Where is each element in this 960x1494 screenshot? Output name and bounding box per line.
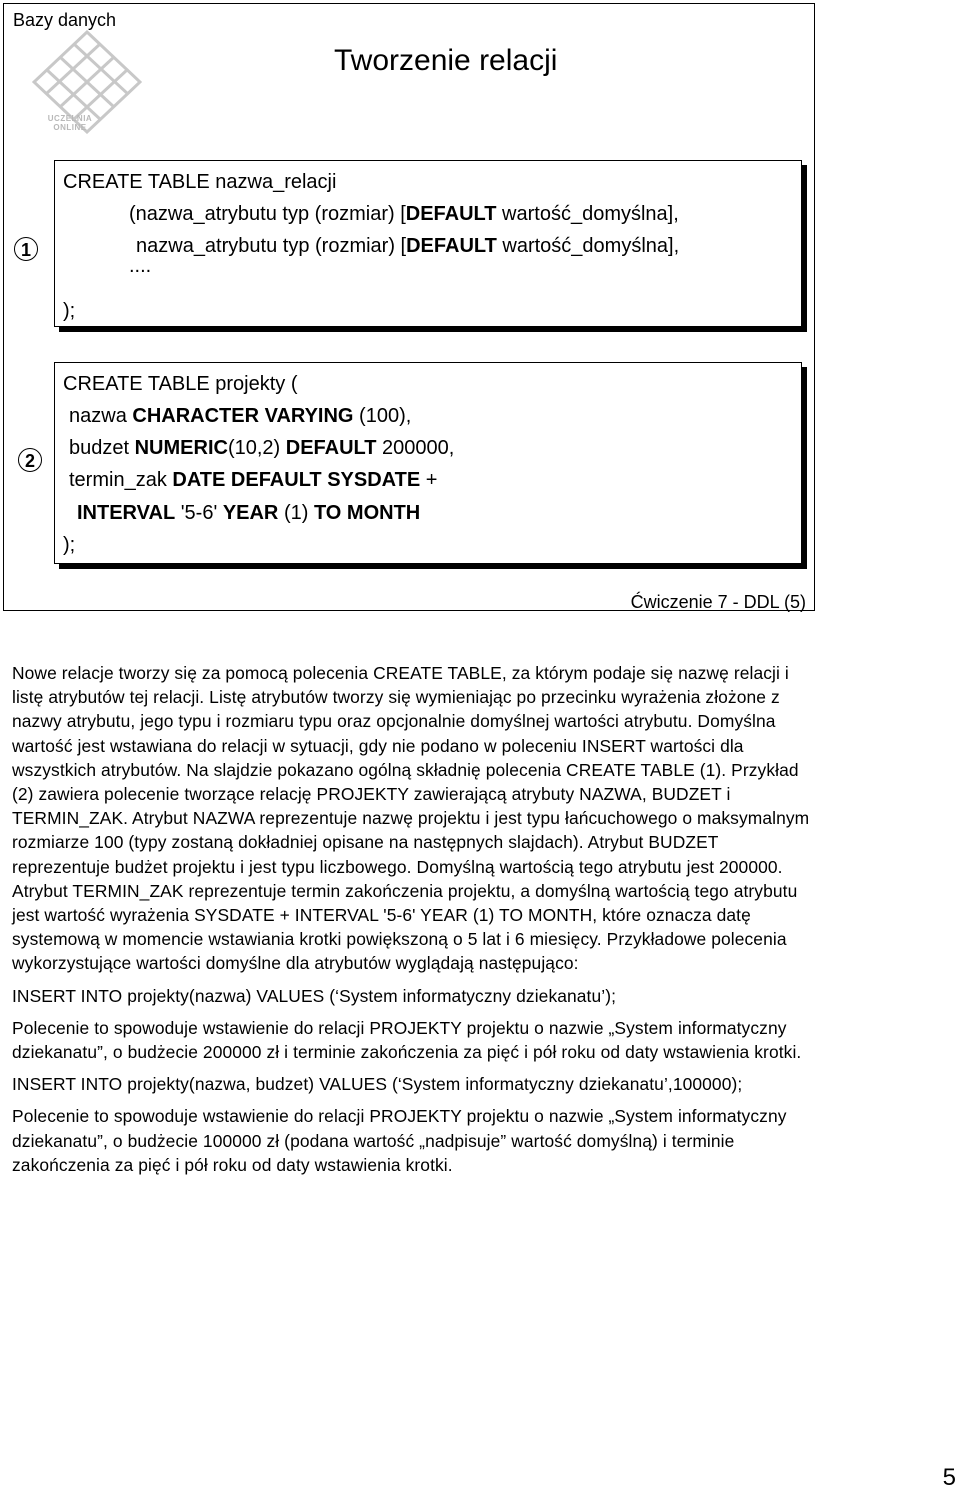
page-number: 5 bbox=[942, 1464, 956, 1491]
example-line-5: INTERVAL '5-6' YEAR (1) TO MONTH bbox=[77, 502, 421, 524]
syntax-box bbox=[54, 160, 802, 327]
example-number-1: 1 bbox=[14, 237, 38, 261]
example-line-1: CREATE TABLE projekty ( bbox=[63, 373, 298, 395]
logo-text: UCZELNIA ONLINE bbox=[47, 114, 93, 132]
description-paragraph: Polecenie to spowoduje wstawienie do relacji PROJEKTY projektu o nazwie „System informatyczny dziekanatu”, o budżecie 100000 zł (podana wartość „nadpisuje” wartość domyślną) i terminie zakończenia za pięć i pół roku od daty wstawienia krotki. bbox=[12, 1106, 787, 1175]
slide-title: Tworzenie relacji bbox=[334, 44, 558, 77]
example-line-3: budzet NUMERIC(10,2) DEFAULT 200000, bbox=[69, 437, 455, 459]
example-line-2: nazwa CHARACTER VARYING (100), bbox=[69, 405, 412, 427]
example-number-2: 2 bbox=[18, 448, 42, 472]
slide-footer: Ćwiczenie 7 - DDL (5) bbox=[630, 592, 806, 612]
syntax-line-2: (nazwa_atrybutu typ (rozmiar) [DEFAULT wartość_domyślna], bbox=[129, 203, 679, 225]
example-box bbox=[54, 362, 802, 564]
description-paragraph: INSERT INTO projekty(nazwa) VALUES (‘System informatyczny dziekanatu’); bbox=[12, 985, 617, 1006]
description-paragraph: Polecenie to spowoduje wstawienie do relacji PROJEKTY projektu o nazwie „System informatyczny dziekanatu”, o budżecie 200000 zł i terminie zakończenia za pięć i pół roku od daty wstawienia krotki. bbox=[12, 1017, 802, 1063]
description-paragraph: INSERT INTO projekty(nazwa, budzet) VALUES (‘System informatyczny dziekanatu’,100000); bbox=[12, 1074, 743, 1095]
syntax-line-ellipsis: .... bbox=[129, 255, 152, 277]
slide bbox=[3, 3, 815, 611]
example-line-close: ); bbox=[63, 534, 76, 556]
syntax-line-close: ); bbox=[63, 300, 76, 322]
syntax-line-1: CREATE TABLE nazwa_relacji bbox=[63, 171, 337, 193]
course-name: Bazy danych bbox=[13, 10, 117, 30]
description-paragraph: Nowe relacje tworzy się za pomocą polecenia CREATE TABLE, za którym podaje się nazwę relacji i listę atrybutów tej relacji. Listę atrybutów tworzy się wymieniając po przecinku wyrażenia złożone z nazwy atrybutu, jego typu i rozmiaru typu oraz opcjonalnie domyślnej wartości atrybutu. Domyślna wartość jest wstawiana do relacji w sytuacji, gdy nie podano w poleceniu INSERT wartości dla wszystkich atrybutów. Na slajdzie pokazano ogólną składnię polecenia CREATE TABLE (1). Przykład (2) zawiera polecenie tworzące relację PROJEKTY zawierającą atrybuty NAZWA, BUDZET i TERMIN_ZAK. Atrybut NAZWA reprezentuje nazwę projektu i jest typu łańcuchowego o maksymalnym rozmiarze 100 (typy zostaną dokładniej opisane na następnych slajdach). Atrybut BUDZET reprezentuje budżet projektu i jest typu liczbowego. Domyślną wartością tego atrybutu jest 200000. Atrybut TERMIN_ZAK reprezentuje termin zakończenia projektu, a domyślną wartością tego atrybutu jest wartość wyrażenia SYSDATE + INTERVAL '5-6' YEAR (1) TO MONTH, które oznacza datę systemową w momencie wstawiania krotki powiększoną o 5 lat i 6 miesięcy. Przykładowe polecenia wykorzystujące wartości domyślne dla atrybutów wyglądają następująco: bbox=[12, 663, 810, 974]
description bbox=[12, 661, 812, 1185]
syntax-line-3: nazwa_atrybutu typ (rozmiar) [DEFAULT wartość_domyślna], bbox=[136, 235, 680, 257]
example-line-4: termin_zak DATE DEFAULT SYSDATE + bbox=[69, 469, 438, 491]
